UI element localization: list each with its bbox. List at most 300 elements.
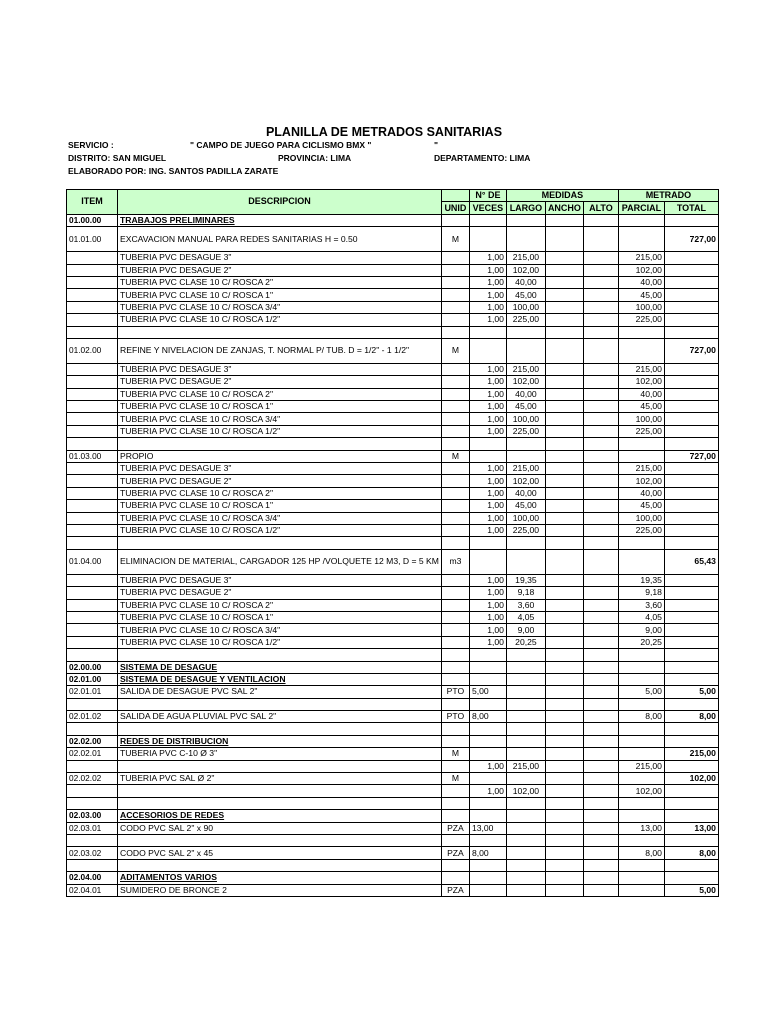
ancho-cell bbox=[545, 524, 583, 536]
unit-cell bbox=[441, 314, 469, 326]
largo-cell bbox=[506, 438, 545, 450]
table-row bbox=[67, 252, 719, 264]
header-veces: VECES bbox=[469, 202, 506, 214]
alto-cell bbox=[583, 587, 618, 599]
table-row bbox=[67, 611, 719, 623]
alto-cell bbox=[583, 686, 618, 698]
item-code-cell: 02.03.00 bbox=[67, 810, 118, 822]
alto-cell bbox=[583, 611, 618, 623]
total-cell bbox=[664, 735, 718, 747]
largo-cell bbox=[506, 661, 545, 673]
alto-cell bbox=[583, 401, 618, 413]
ancho-cell bbox=[545, 376, 583, 388]
unit-cell bbox=[441, 537, 469, 549]
veces-cell: 5,00 bbox=[469, 686, 506, 698]
parcial-cell bbox=[618, 450, 664, 462]
veces-cell: 1,00 bbox=[469, 500, 506, 512]
item-code-cell bbox=[67, 834, 118, 846]
veces-cell bbox=[469, 549, 506, 574]
description-cell: REFINE Y NIVELACION DE ZANJAS, T. NORMAL P/ TUB. D = 1/2" - 1 1/2" bbox=[118, 338, 442, 363]
veces-cell: 1,00 bbox=[469, 524, 506, 536]
alto-cell bbox=[583, 847, 618, 859]
largo-cell: 102,00 bbox=[506, 475, 545, 487]
largo-cell: 9,18 bbox=[506, 587, 545, 599]
distrito-label: DISTRITO: SAN MIGUEL bbox=[68, 153, 167, 163]
total-cell bbox=[664, 475, 718, 487]
item-code-cell bbox=[67, 574, 118, 586]
table-row bbox=[67, 773, 719, 785]
item-code-cell: 02.01.02 bbox=[67, 711, 118, 723]
alto-cell bbox=[583, 673, 618, 685]
alto-cell bbox=[583, 512, 618, 524]
ancho-cell bbox=[545, 438, 583, 450]
total-cell bbox=[664, 264, 718, 276]
veces-cell: 1,00 bbox=[469, 363, 506, 375]
ancho-cell bbox=[545, 859, 583, 871]
veces-cell bbox=[469, 326, 506, 338]
item-code-cell bbox=[67, 649, 118, 661]
item-code-cell bbox=[67, 326, 118, 338]
total-cell bbox=[664, 463, 718, 475]
total-cell: 727,00 bbox=[664, 338, 718, 363]
description-cell: CODO PVC SAL 2" x 90 bbox=[118, 822, 442, 834]
unit-cell: PZA bbox=[441, 847, 469, 859]
item-code-cell bbox=[67, 401, 118, 413]
parcial-cell bbox=[618, 227, 664, 252]
item-code-cell bbox=[67, 363, 118, 375]
item-code-cell bbox=[67, 276, 118, 288]
veces-cell: 1,00 bbox=[469, 599, 506, 611]
total-cell bbox=[664, 524, 718, 536]
ancho-cell bbox=[545, 264, 583, 276]
parcial-cell: 225,00 bbox=[618, 524, 664, 536]
table-row bbox=[67, 859, 719, 871]
item-code-cell bbox=[67, 599, 118, 611]
total-cell bbox=[664, 376, 718, 388]
header-ancho: ANCHO bbox=[545, 202, 583, 214]
description-cell: TUBERIA PVC CLASE 10 C/ ROSCA 2" bbox=[118, 276, 442, 288]
ancho-cell bbox=[545, 834, 583, 846]
total-cell bbox=[664, 289, 718, 301]
veces-cell bbox=[469, 797, 506, 809]
total-cell bbox=[664, 413, 718, 425]
item-code-cell bbox=[67, 760, 118, 772]
parcial-cell bbox=[618, 438, 664, 450]
parcial-cell bbox=[618, 773, 664, 785]
veces-cell: 1,00 bbox=[469, 636, 506, 648]
unit-cell bbox=[441, 388, 469, 400]
ancho-cell bbox=[545, 537, 583, 549]
ancho-cell bbox=[545, 686, 583, 698]
item-code-cell: 02.03.02 bbox=[67, 847, 118, 859]
parcial-cell: 3,60 bbox=[618, 599, 664, 611]
description-cell: TUBERIA PVC DESAGUE 2" bbox=[118, 264, 442, 276]
alto-cell bbox=[583, 574, 618, 586]
total-cell: 102,00 bbox=[664, 773, 718, 785]
ancho-cell bbox=[545, 711, 583, 723]
veces-cell: 1,00 bbox=[469, 276, 506, 288]
total-cell: 8,00 bbox=[664, 711, 718, 723]
total-cell bbox=[664, 326, 718, 338]
total-cell: 5,00 bbox=[664, 686, 718, 698]
description-cell: TUBERIA PVC CLASE 10 C/ ROSCA 3/4" bbox=[118, 512, 442, 524]
description-cell: SALIDA DE DESAGUE PVC SAL 2" bbox=[118, 686, 442, 698]
veces-cell bbox=[469, 735, 506, 747]
item-code-cell bbox=[67, 859, 118, 871]
parcial-cell bbox=[618, 326, 664, 338]
description-cell: TUBERIA PVC DESAGUE 2" bbox=[118, 587, 442, 599]
largo-cell bbox=[506, 450, 545, 462]
largo-cell bbox=[506, 847, 545, 859]
description-cell: TUBERIA PVC CLASE 10 C/ ROSCA 3/4" bbox=[118, 413, 442, 425]
alto-cell bbox=[583, 475, 618, 487]
veces-cell: 1,00 bbox=[469, 425, 506, 437]
parcial-cell: 215,00 bbox=[618, 363, 664, 375]
parcial-cell: 215,00 bbox=[618, 252, 664, 264]
parcial-cell bbox=[618, 649, 664, 661]
veces-cell bbox=[469, 649, 506, 661]
total-cell bbox=[664, 872, 718, 884]
unit-cell bbox=[441, 413, 469, 425]
veces-cell bbox=[469, 673, 506, 685]
largo-cell bbox=[506, 711, 545, 723]
unit-cell bbox=[441, 326, 469, 338]
largo-cell bbox=[506, 214, 545, 226]
largo-cell bbox=[506, 748, 545, 760]
description-cell: TUBERIA PVC DESAGUE 3" bbox=[118, 574, 442, 586]
item-code-cell: 02.03.01 bbox=[67, 822, 118, 834]
table-row bbox=[67, 822, 719, 834]
largo-cell: 102,00 bbox=[506, 264, 545, 276]
total-cell bbox=[664, 649, 718, 661]
ancho-cell bbox=[545, 252, 583, 264]
table-row bbox=[67, 463, 719, 475]
ancho-cell bbox=[545, 748, 583, 760]
description-cell: TUBERIA PVC CLASE 10 C/ ROSCA 2" bbox=[118, 599, 442, 611]
alto-cell bbox=[583, 822, 618, 834]
total-cell: 8,00 bbox=[664, 847, 718, 859]
total-cell: 13,00 bbox=[664, 822, 718, 834]
parcial-cell: 8,00 bbox=[618, 711, 664, 723]
largo-cell: 40,00 bbox=[506, 388, 545, 400]
table-row bbox=[67, 301, 719, 313]
total-cell: 215,00 bbox=[664, 748, 718, 760]
item-code-cell bbox=[67, 301, 118, 313]
largo-cell bbox=[506, 698, 545, 710]
parcial-cell: 5,00 bbox=[618, 686, 664, 698]
parcial-cell bbox=[618, 810, 664, 822]
veces-cell: 1,00 bbox=[469, 785, 506, 797]
item-code-cell bbox=[67, 376, 118, 388]
description-cell: TUBERIA PVC DESAGUE 3" bbox=[118, 252, 442, 264]
ancho-cell bbox=[545, 624, 583, 636]
ancho-cell bbox=[545, 587, 583, 599]
alto-cell bbox=[583, 884, 618, 896]
ancho-cell bbox=[545, 463, 583, 475]
item-code-cell bbox=[67, 289, 118, 301]
table-row bbox=[67, 711, 719, 723]
ancho-cell bbox=[545, 388, 583, 400]
largo-cell bbox=[506, 673, 545, 685]
description-cell: TUBERIA PVC DESAGUE 3" bbox=[118, 363, 442, 375]
veces-cell: 1,00 bbox=[469, 487, 506, 499]
largo-cell: 102,00 bbox=[506, 785, 545, 797]
largo-cell bbox=[506, 338, 545, 363]
item-code-cell: 02.01.00 bbox=[67, 673, 118, 685]
largo-cell bbox=[506, 649, 545, 661]
table-row bbox=[67, 785, 719, 797]
largo-cell: 225,00 bbox=[506, 425, 545, 437]
ancho-cell bbox=[545, 822, 583, 834]
largo-cell: 45,00 bbox=[506, 401, 545, 413]
table-row bbox=[67, 338, 719, 363]
description-cell: TUBERIA PVC SAL Ø 2" bbox=[118, 773, 442, 785]
veces-cell: 1,00 bbox=[469, 376, 506, 388]
total-cell bbox=[664, 636, 718, 648]
header-descripcion: DESCRIPCION bbox=[118, 190, 442, 215]
parcial-cell: 102,00 bbox=[618, 785, 664, 797]
parcial-cell bbox=[618, 537, 664, 549]
largo-cell bbox=[506, 797, 545, 809]
total-cell: 727,00 bbox=[664, 450, 718, 462]
largo-cell: 20,25 bbox=[506, 636, 545, 648]
unit-cell: PTO bbox=[441, 711, 469, 723]
ancho-cell bbox=[545, 475, 583, 487]
unit-cell: PZA bbox=[441, 822, 469, 834]
total-cell bbox=[664, 673, 718, 685]
total-cell bbox=[664, 425, 718, 437]
parcial-cell bbox=[618, 673, 664, 685]
largo-cell: 215,00 bbox=[506, 463, 545, 475]
veces-cell bbox=[469, 872, 506, 884]
unit-cell bbox=[441, 376, 469, 388]
veces-cell: 1,00 bbox=[469, 475, 506, 487]
total-cell bbox=[664, 611, 718, 623]
alto-cell bbox=[583, 859, 618, 871]
parcial-cell: 215,00 bbox=[618, 760, 664, 772]
header-unid: UNID bbox=[441, 202, 469, 214]
parcial-cell: 215,00 bbox=[618, 463, 664, 475]
description-cell: ACCESORIOS DE REDES bbox=[118, 810, 442, 822]
table-row bbox=[67, 487, 719, 499]
parcial-cell: 40,00 bbox=[618, 276, 664, 288]
veces-cell: 1,00 bbox=[469, 314, 506, 326]
item-code-cell: 02.02.01 bbox=[67, 748, 118, 760]
largo-cell bbox=[506, 227, 545, 252]
item-code-cell bbox=[67, 698, 118, 710]
unit-cell bbox=[441, 487, 469, 499]
ancho-cell bbox=[545, 289, 583, 301]
description-cell: REDES DE DISTRIBUCION bbox=[118, 735, 442, 747]
table-row bbox=[67, 314, 719, 326]
veces-cell: 8,00 bbox=[469, 847, 506, 859]
largo-cell: 40,00 bbox=[506, 276, 545, 288]
table-row bbox=[67, 587, 719, 599]
table-row bbox=[67, 574, 719, 586]
description-cell: ELIMINACION DE MATERIAL, CARGADOR 125 HP /VOLQUETE 12 M3, D = 5 KM bbox=[118, 549, 442, 574]
provincia-label: PROVINCIA: LIMA bbox=[278, 153, 352, 163]
veces-cell bbox=[469, 859, 506, 871]
parcial-cell: 8,00 bbox=[618, 847, 664, 859]
veces-cell: 8,00 bbox=[469, 711, 506, 723]
largo-cell bbox=[506, 859, 545, 871]
ancho-cell bbox=[545, 810, 583, 822]
alto-cell bbox=[583, 599, 618, 611]
item-code-cell bbox=[67, 611, 118, 623]
servicio-value: " CAMPO DE JUEGO PARA CICLISMO BMX " bbox=[190, 140, 372, 150]
total-cell bbox=[664, 587, 718, 599]
alto-cell bbox=[583, 338, 618, 363]
ancho-cell bbox=[545, 673, 583, 685]
parcial-cell: 100,00 bbox=[618, 512, 664, 524]
unit-cell bbox=[441, 810, 469, 822]
total-cell bbox=[664, 276, 718, 288]
item-code-cell bbox=[67, 636, 118, 648]
total-cell: 727,00 bbox=[664, 227, 718, 252]
alto-cell bbox=[583, 711, 618, 723]
alto-cell bbox=[583, 326, 618, 338]
alto-cell bbox=[583, 450, 618, 462]
description-cell bbox=[118, 723, 442, 735]
largo-cell bbox=[506, 537, 545, 549]
item-code-cell bbox=[67, 264, 118, 276]
total-cell bbox=[664, 574, 718, 586]
ancho-cell bbox=[545, 326, 583, 338]
header-n-de: N° DE bbox=[469, 190, 506, 202]
unit-cell: PZA bbox=[441, 884, 469, 896]
item-code-cell: 01.03.00 bbox=[67, 450, 118, 462]
item-code-cell: 02.00.00 bbox=[67, 661, 118, 673]
total-cell bbox=[664, 500, 718, 512]
description-cell: TUBERIA PVC DESAGUE 2" bbox=[118, 376, 442, 388]
description-cell bbox=[118, 438, 442, 450]
ancho-cell bbox=[545, 723, 583, 735]
item-code-cell bbox=[67, 252, 118, 264]
unit-cell bbox=[441, 611, 469, 623]
unit-cell bbox=[441, 252, 469, 264]
alto-cell bbox=[583, 760, 618, 772]
ancho-cell bbox=[545, 735, 583, 747]
ancho-cell bbox=[545, 797, 583, 809]
largo-cell bbox=[506, 723, 545, 735]
alto-cell bbox=[583, 797, 618, 809]
unit-cell bbox=[441, 512, 469, 524]
alto-cell bbox=[583, 735, 618, 747]
total-cell bbox=[664, 363, 718, 375]
total-cell bbox=[664, 214, 718, 226]
total-cell bbox=[664, 252, 718, 264]
veces-cell bbox=[469, 537, 506, 549]
unit-cell bbox=[441, 301, 469, 313]
table-row bbox=[67, 599, 719, 611]
parcial-cell: 9,00 bbox=[618, 624, 664, 636]
total-cell bbox=[664, 661, 718, 673]
unit-cell bbox=[441, 264, 469, 276]
alto-cell bbox=[583, 698, 618, 710]
veces-cell: 1,00 bbox=[469, 611, 506, 623]
parcial-cell: 20,25 bbox=[618, 636, 664, 648]
alto-cell bbox=[583, 723, 618, 735]
parcial-cell bbox=[618, 834, 664, 846]
ancho-cell bbox=[545, 276, 583, 288]
table-body bbox=[67, 214, 719, 896]
veces-cell: 1,00 bbox=[469, 401, 506, 413]
unit-cell: m3 bbox=[441, 549, 469, 574]
veces-cell: 13,00 bbox=[469, 822, 506, 834]
alto-cell bbox=[583, 438, 618, 450]
table-row bbox=[67, 214, 719, 226]
ancho-cell bbox=[545, 574, 583, 586]
table-row bbox=[67, 264, 719, 276]
parcial-cell bbox=[618, 549, 664, 574]
table-row bbox=[67, 326, 719, 338]
table-row bbox=[67, 661, 719, 673]
veces-cell bbox=[469, 834, 506, 846]
ancho-cell bbox=[545, 760, 583, 772]
header-largo: LARGO bbox=[506, 202, 545, 214]
largo-cell: 102,00 bbox=[506, 376, 545, 388]
largo-cell: 100,00 bbox=[506, 301, 545, 313]
ancho-cell bbox=[545, 785, 583, 797]
unit-cell bbox=[441, 500, 469, 512]
item-code-cell bbox=[67, 512, 118, 524]
veces-cell: 1,00 bbox=[469, 760, 506, 772]
item-code-cell: 02.04.01 bbox=[67, 884, 118, 896]
unit-cell bbox=[441, 834, 469, 846]
parcial-cell: 225,00 bbox=[618, 425, 664, 437]
ancho-cell bbox=[545, 363, 583, 375]
ancho-cell bbox=[545, 450, 583, 462]
largo-cell: 100,00 bbox=[506, 512, 545, 524]
alto-cell bbox=[583, 773, 618, 785]
description-cell: TUBERIA PVC CLASE 10 C/ ROSCA 1" bbox=[118, 289, 442, 301]
table-row bbox=[67, 884, 719, 896]
unit-cell bbox=[441, 214, 469, 226]
alto-cell bbox=[583, 276, 618, 288]
header-metrado: METRADO bbox=[618, 190, 718, 202]
parcial-cell: 45,00 bbox=[618, 401, 664, 413]
description-cell: TUBERIA PVC CLASE 10 C/ ROSCA 3/4" bbox=[118, 301, 442, 313]
unit-cell bbox=[441, 475, 469, 487]
description-cell: TUBERIA PVC CLASE 10 C/ ROSCA 1/2" bbox=[118, 425, 442, 437]
table-row bbox=[67, 673, 719, 685]
item-code-cell: 01.04.00 bbox=[67, 549, 118, 574]
description-cell: ADITAMENTOS VARIOS bbox=[118, 872, 442, 884]
description-cell: TUBERIA PVC CLASE 10 C/ ROSCA 1" bbox=[118, 401, 442, 413]
alto-cell bbox=[583, 388, 618, 400]
total-cell bbox=[664, 599, 718, 611]
unit-cell bbox=[441, 797, 469, 809]
alto-cell bbox=[583, 872, 618, 884]
unit-cell: PTO bbox=[441, 686, 469, 698]
total-cell bbox=[664, 512, 718, 524]
veces-cell: 1,00 bbox=[469, 289, 506, 301]
ancho-cell bbox=[545, 611, 583, 623]
unit-cell bbox=[441, 859, 469, 871]
table-row bbox=[67, 847, 719, 859]
description-cell: TUBERIA PVC DESAGUE 3" bbox=[118, 463, 442, 475]
table-row bbox=[67, 289, 719, 301]
item-code-cell: 02.04.00 bbox=[67, 872, 118, 884]
header-alto: ALTO bbox=[583, 202, 618, 214]
parcial-cell: 100,00 bbox=[618, 413, 664, 425]
unit-cell bbox=[441, 649, 469, 661]
parcial-cell: 102,00 bbox=[618, 475, 664, 487]
unit-cell bbox=[441, 289, 469, 301]
servicio-label: SERVICIO : bbox=[68, 140, 114, 150]
table-row bbox=[67, 537, 719, 549]
item-code-cell bbox=[67, 388, 118, 400]
